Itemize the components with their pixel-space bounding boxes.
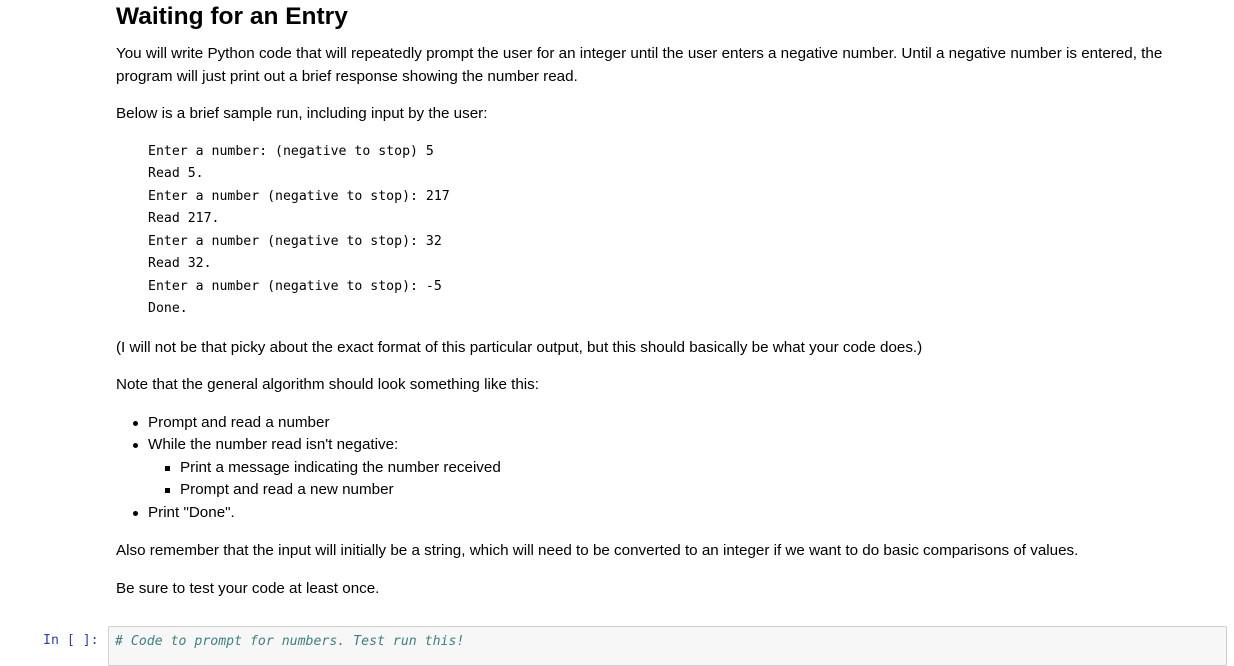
list-item [148, 434, 1216, 502]
algorithm-list [116, 412, 1216, 525]
page-title: Waiting for an Entry [116, 3, 348, 30]
sample-intro-paragraph: Below is a brief sample run, including input by the user: [116, 105, 488, 122]
sublist-item [180, 457, 1216, 480]
sublist-item [180, 479, 1216, 502]
sample-line: Enter a number (negative to stop): 32 [148, 233, 442, 249]
sample-line: Read 217. [148, 211, 220, 226]
sublist-item-text: Print a message indicating the number received [180, 458, 501, 476]
sample-line: Read 32. [148, 256, 212, 271]
test-note-paragraph: Be sure to test your code at least once. [116, 579, 380, 597]
code-comment[interactable]: # Code to prompt for numbers. Test run this! [115, 634, 465, 649]
intro-paragraph: You will write Python code that will repeatedly prompt the user for an integer until the user enters a negative number. Until a negative number is entered, the program will just print out a brief response showing the number read. [116, 45, 1163, 85]
code-cell[interactable] [0, 626, 1234, 665]
sample-run-block [148, 141, 1216, 321]
algorithm-intro-paragraph: Note that the general algorithm should look something like this: [116, 376, 539, 393]
list-item-text: While the number read isn't negative: [148, 436, 399, 453]
sample-line: Enter a number (negative to stop): -5 [148, 278, 442, 294]
sample-line: Enter a number: (negative to stop) 5 [148, 143, 434, 159]
sample-line: Read 5. [148, 166, 204, 181]
code-editor[interactable] [108, 626, 1227, 666]
reminder-paragraph: Also remember that the input will initially be a string, which will need to be converted to an integer if we want to do basic comparisons of values. [116, 542, 1079, 559]
sublist-item-text: Prompt and read a new number [180, 481, 394, 498]
list-item-text: Prompt and read a number [148, 413, 330, 431]
list-item-text: Print "Done". [148, 503, 235, 521]
sample-line: Enter a number (negative to stop): 217 [148, 188, 450, 204]
sample-line: Done. [148, 301, 188, 316]
algorithm-sublist [148, 457, 1216, 502]
list-item [148, 412, 1216, 435]
list-item [148, 502, 1216, 525]
markdown-cell[interactable] [116, 0, 1216, 600]
format-note-paragraph: (I will not be that picky about the exact format of this particular output, but this should basically be what your code does.) [116, 338, 923, 356]
input-prompt: In [ ]: [43, 633, 99, 648]
